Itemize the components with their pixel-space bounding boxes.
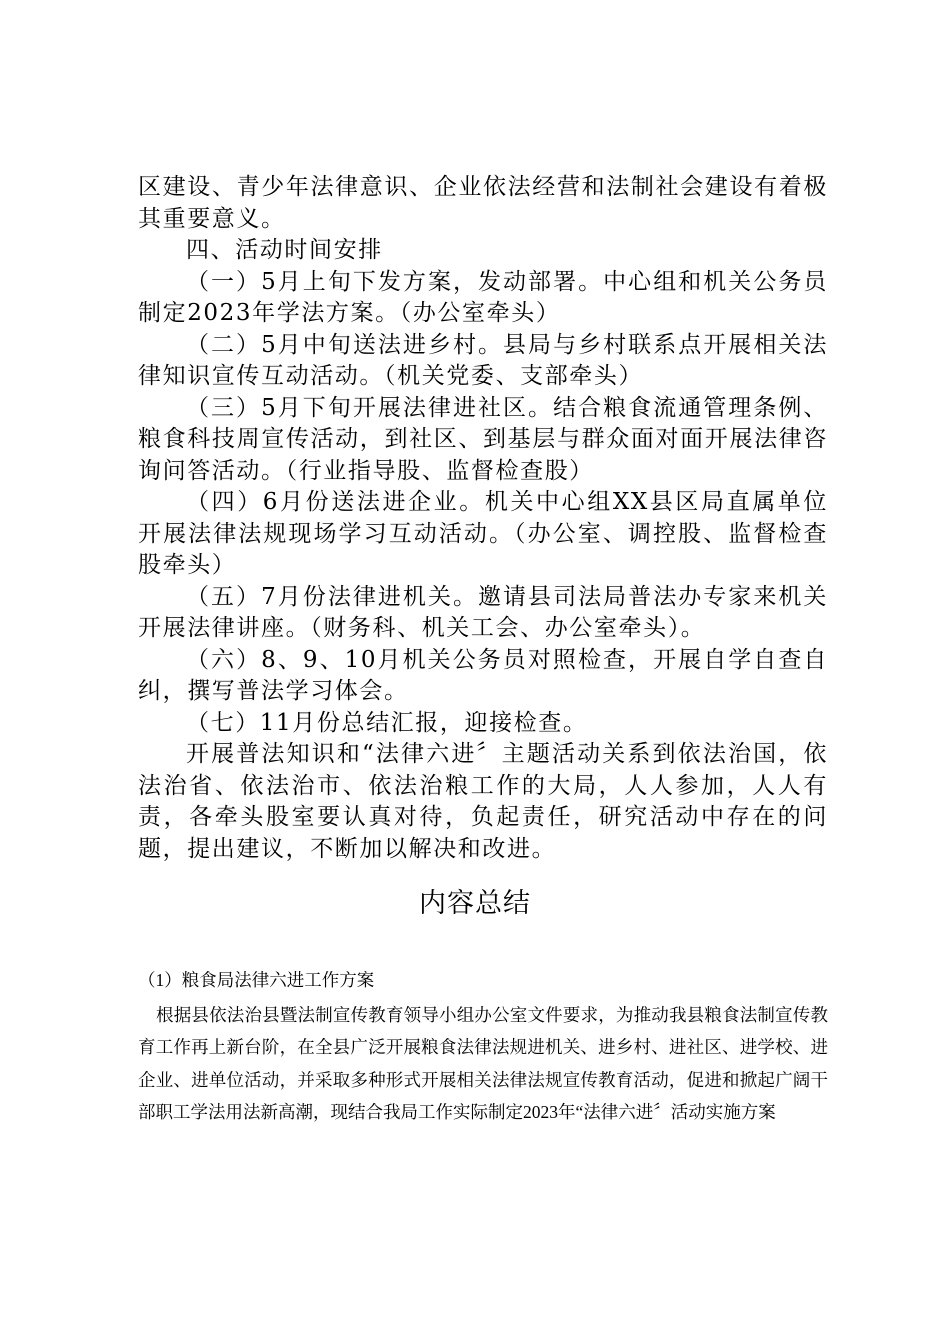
summary-title: 内容总结 — [419, 888, 531, 919]
schedule-item-3: （三）5月下旬开展法律进社区。结合粮食流通管理条例、粮食科技周宣传活动，到社区、到基层与群众面对面开展法律咨询问答活动。（行业指导股、监督检查股） — [138, 394, 828, 484]
schedule-item-2: （二）5月中旬送法进乡村。县局与乡村联系点开展相关法律知识宣传互动活动。（机关党委、支部牵头） — [138, 331, 828, 389]
summary-subtitle: （1）粮食局法律六进工作方案 — [138, 970, 375, 990]
schedule-item-1: （一）5月上旬下发方案，发动部署。中心组和机关公务员制定2023年学法方案。（办公室牵头） — [138, 268, 828, 326]
summary-section — [138, 964, 828, 1129]
section-heading-schedule: 四、活动时间安排 — [186, 237, 383, 263]
document-body — [138, 172, 828, 865]
schedule-item-7: （七）11月份总结汇报，迎接检查。 — [186, 709, 588, 736]
schedule-item-5: （五）7月份法律进机关。邀请县司法局普法办专家来机关开展法律讲座。（财务科、机关工会、办公室牵头）。 — [138, 583, 828, 641]
summary-text: 根据县依法治县暨法制宣传教育领导小组办公室文件要求，为推动我县粮食法制宣传教育工作再上新台阶，在全县广泛开展粮食法律法规进机关、进乡村、进社区、进学校、进企业、进单位活动，并采取多种形式开展相关法律法规宣传教育活动，促进和掀起广阔干部职工学法用法新高潮，现结合我局工作实际制定2023年“法律六进〞活动实施方案 — [138, 1004, 828, 1122]
schedule-item-4: （四）6月份送法进企业。机关中心组XX县区局直属单位开展法律法规现场学习互动活动。（办公室、调控股、监督检查股牵头） — [138, 489, 828, 578]
schedule-item-6: （六）8、9、10月机关公务员对照检查，开展自学自查自纠，撰写普法学习体会。 — [138, 646, 828, 704]
closing-paragraph: 开展普法知识和“法律六进〞主题活动关系到依法治国，依法治省、依法治市、依法治粮工作的大局，人人参加，人人有责，各牵头股室要认真对待，负起责任，研究活动中存在的问题，提出建议，不断加以解决和改进。 — [138, 741, 828, 862]
paragraph-continuation: 区建设、青少年法律意识、企业依法经营和法制社会建设有着极其重要意义。 — [138, 174, 828, 232]
